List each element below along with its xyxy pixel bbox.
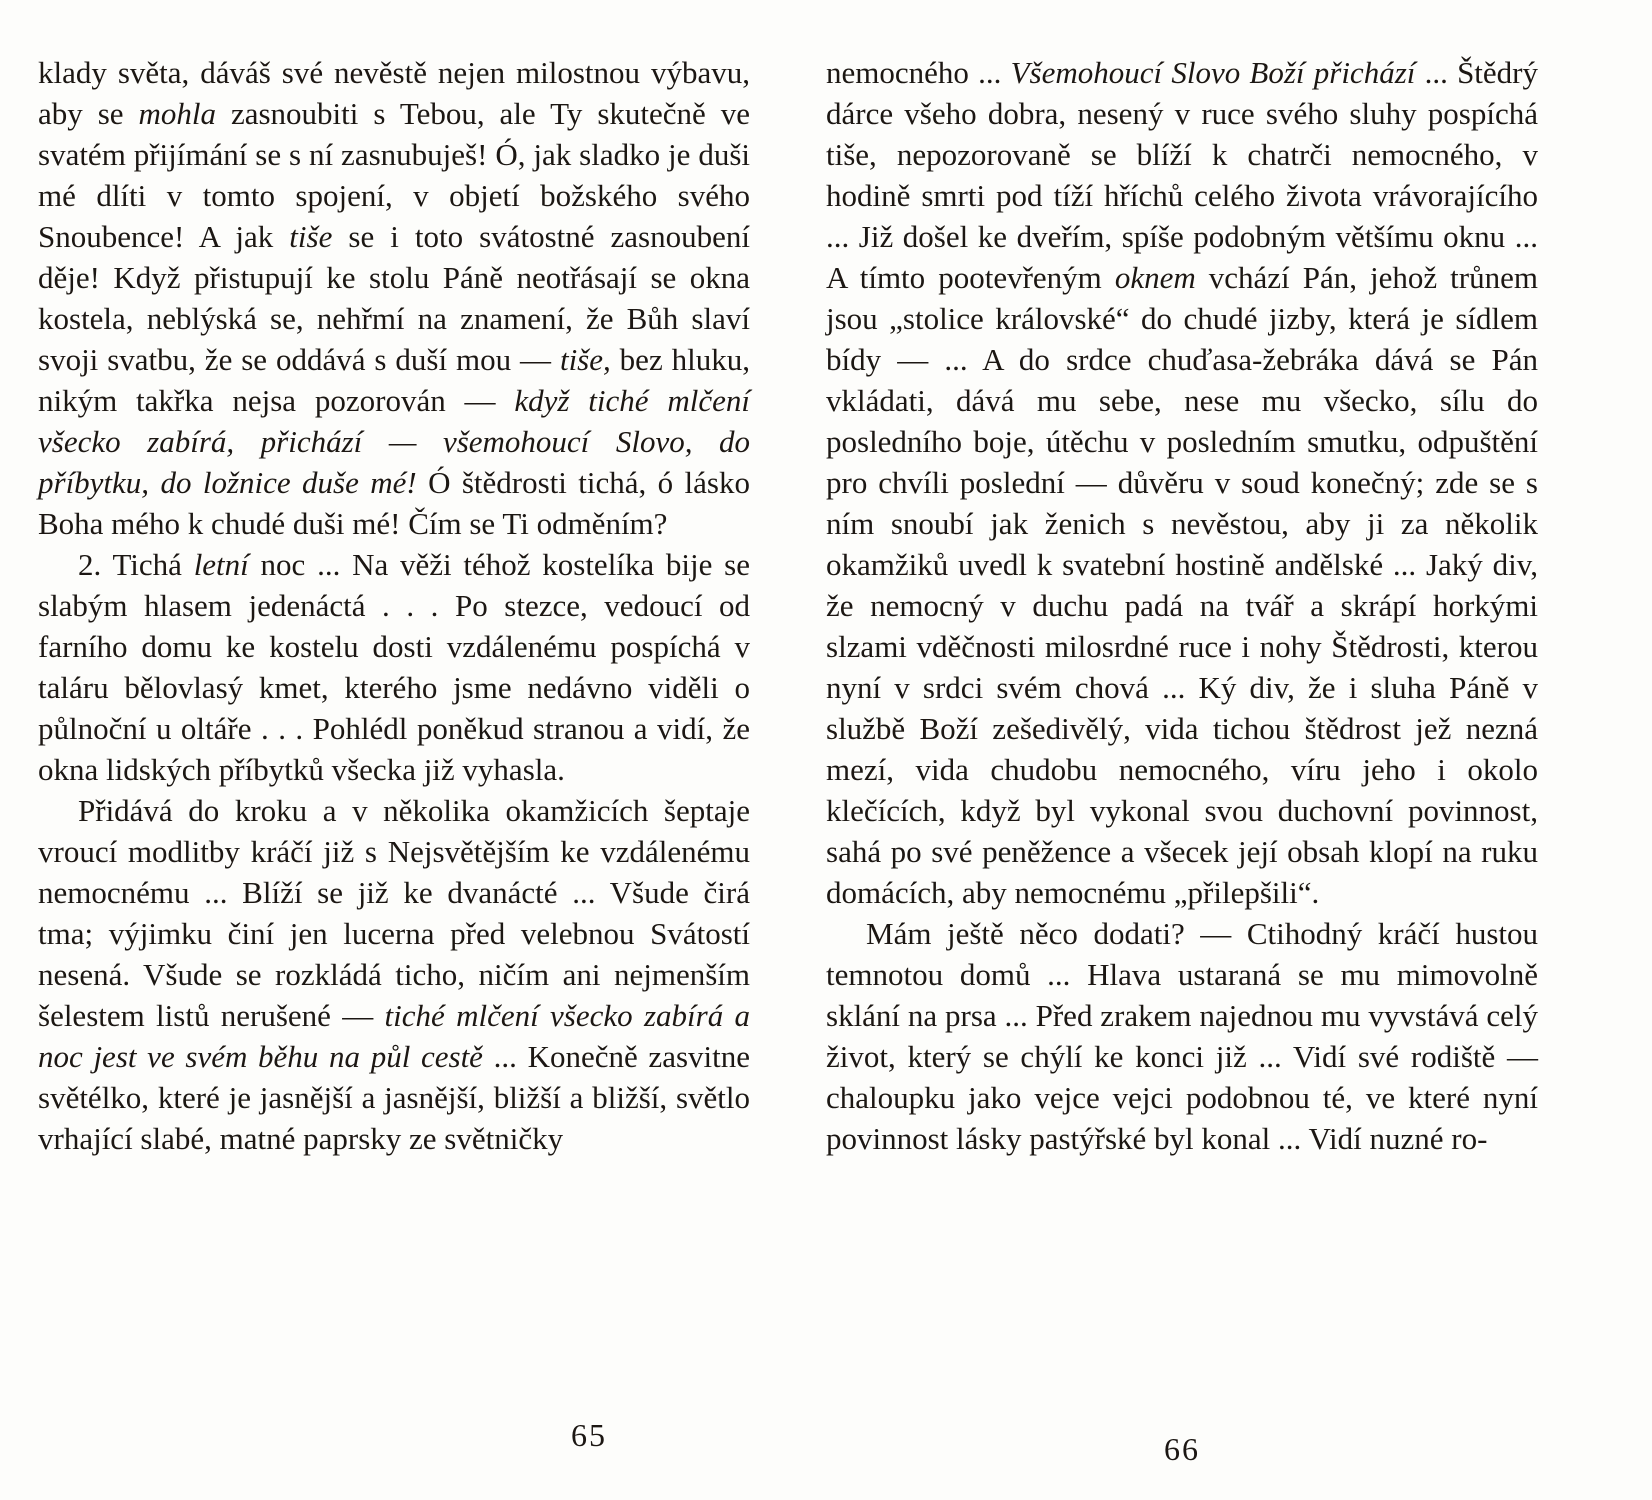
paragraph: Přidává do kroku a v několika okamžicích šeptaje vroucí modlitby kráčí již s Nejsvětějším ke vzdálenému nemocnému ... Blíží se již ke dvanácté ... Všude čirá tma; výjimku činí jen lucerna před velebnou Svátostí nesená. Všude se rozkládá ticho, ničím ani nejmenším šelestem listů nerušené — tiché mlčení všecko zabírá a noc jest ve svém běhu na půl cestě ... Konečně zasvitne světélko, které je jasnější a jasnější, bližší a bližší, světlo vrhající slabé, matné paprsky ze světničky xyxy=(38,793,751,1156)
paragraph: 2. Tichá letní noc ... Na věži téhož kostelíka bije se slabým hlasem jedenáctá . . . Po stezce, vedoucí od farního domu ke kostelu dosti vzdálenému pospíchá v taláru bělovlasý kmet, kterého jsme nedávno viděli o půlnoční u oltáře . . . Pohlédl poněkud stranou a vidí, že okna lidských příbytků všecka již vyhasla. xyxy=(38,547,750,787)
page-number-left: 65 xyxy=(571,1417,607,1453)
paragraph: nemocného ... Všemohoucí Slovo Boží přichází ... Štědrý dárce všeho dobra, nesený v ruce svého sluhy pospíchá tiše, nepozorovaně se blíží k chatrči nemocného, v hodině smrti pod tíží hříchů celého života vrávorajícího ... Již došel ke dveřím, spíše podobným většímu oknu ... A tímto pootevřeným oknem vchází Pán, jehož trůnem jsou „stolice královské“ do chudé jizby, která je sídlem bídy — ... A do srdce chuďasa-žebráka dává se Pán vkládati, dává mu sebe, nese mu všecko, sílu do posledního boje, útěchu v posledním smutku, odpuštění pro chvíli poslední — důvěru v soud konečný; zde se s ním snoubí jak ženich s nevěstou, aby ji za několik okamžiků uvedl k svatební hostině andělské ... Jaký div, že nemocný v duchu padá na tvář a skrápí horkými slzami vděčnosti milosrdné ruce i nohy Štědrosti, kterou nyní v srdci svém chová ... Ký div, že i sluha Páně v službě Boží zešedivělý, vida tichou štědrost jež nezná mezí, vida chudobu nemocného, víru jeho i okolo klečících, když byl vykonal svou duchovní povinnost, sahá po své peněžence a všecek její obsah klopí na ruku domácích, aby nemocnému „přilepšili“. xyxy=(826,55,1539,910)
page-left xyxy=(38,52,750,1498)
paragraph: Mám ještě něco dodati? — Ctihodný kráčí hustou temnotou domů ... Hlava ustaraná se mu mimovolně sklání na prsa ... Před zrakem najednou mu vyvstává celý život, který se chýlí ke konci již ... Vidí své rodiště — chaloupku jako vejce vejci podobnou té, ve které nyní povinnost lásky pastýřské byl konal ... Vidí nuzné ro- xyxy=(826,916,1538,1156)
page-right xyxy=(826,52,1538,1498)
page-left-text xyxy=(38,52,750,1159)
page-number-right: 66 xyxy=(1164,1431,1200,1467)
paragraph: klady světa, dáváš své nevěstě nejen milostnou výbavu, aby se mohla zasnoubiti s Tebou, ale Ty skutečně ve svatém přijímání se s ní zasnubuješ! Ó, jak sladko je duši mé dlíti v tomto spojení, v objetí božského svého Snoubence! A jak tiše se i toto svátostné zasnoubení děje! Když přistupují ke stolu Páně neotřásají se okna kostela, neblýská se, nehřmí na znamení, že Bůh slaví svoji svatbu, že se oddává s duší mou — tiše, bez hluku, nikým takřka nejsa pozorován — když tiché mlčení všecko zabírá, přichází — všemohoucí Slovo, do příbytku, do ložnice duše mé! Ó štědrosti tichá, ó lásko Boha mého k chudé duši mé! Čím se Ti odměním? xyxy=(38,55,750,541)
page-right-text xyxy=(826,52,1538,1159)
